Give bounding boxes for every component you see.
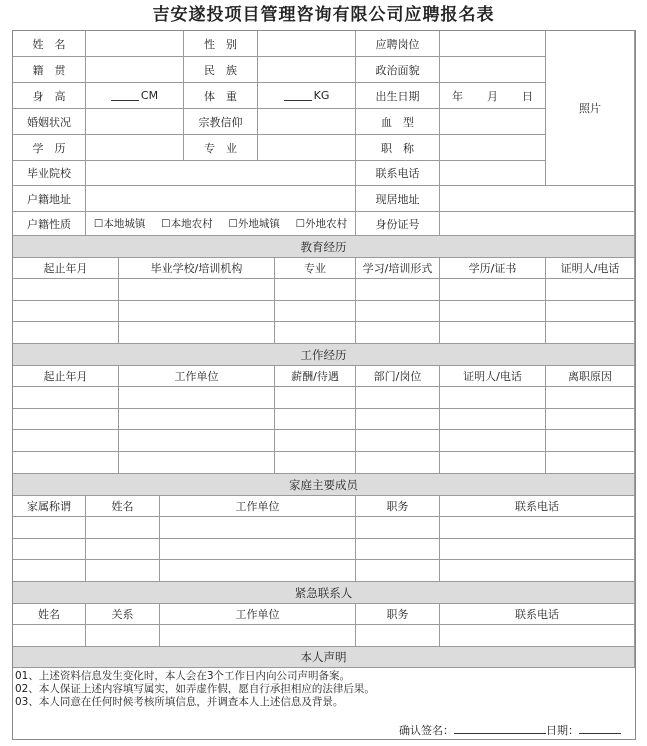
edu-col-degree: 学历/证书	[440, 258, 546, 279]
table-cell[interactable]	[86, 625, 160, 647]
declaration-line-1: 01、上述资料信息发生变化时，本人会在3个工作日内向公司声明备案。	[15, 670, 351, 682]
declaration-section-header: 本人声明	[13, 647, 635, 668]
position-label: 应聘岗位	[356, 31, 440, 57]
gender-field[interactable]	[258, 31, 356, 57]
education-label: 学 历	[13, 135, 86, 161]
table-cell[interactable]	[356, 387, 440, 409]
year-label: 年	[452, 89, 463, 103]
signature-area	[399, 722, 621, 738]
edu-col-study-form: 学习/培训形式	[356, 258, 440, 279]
table-cell[interactable]	[119, 452, 275, 474]
political-status-field[interactable]	[440, 57, 546, 83]
family-col-duty: 职务	[356, 496, 440, 517]
photo-box[interactable]: 照片	[546, 31, 635, 186]
title-rank-field[interactable]	[440, 135, 546, 161]
table-cell[interactable]	[13, 625, 86, 647]
work-col-reference: 证明人/电话	[440, 366, 546, 387]
table-cell[interactable]	[440, 517, 635, 539]
table-cell[interactable]	[546, 279, 635, 301]
political-status-label: 政治面貌	[356, 57, 440, 83]
marital-status-field[interactable]	[86, 109, 184, 135]
table-cell[interactable]	[86, 560, 160, 582]
edu-col-reference: 证明人/电话	[546, 258, 635, 279]
emergency-col-employer: 工作单位	[160, 604, 356, 625]
table-cell[interactable]	[275, 279, 356, 301]
table-cell[interactable]	[440, 430, 546, 452]
household-address-field[interactable]	[86, 186, 356, 212]
table-cell[interactable]	[440, 279, 546, 301]
table-cell[interactable]	[356, 625, 440, 647]
work-section-header: 工作经历	[13, 344, 635, 366]
table-cell[interactable]	[356, 430, 440, 452]
table-cell[interactable]	[546, 409, 635, 430]
table-cell[interactable]	[119, 322, 275, 344]
family-col-employer: 工作单位	[160, 496, 356, 517]
work-col-department: 部门/岗位	[356, 366, 440, 387]
id-number-label: 身份证号	[356, 212, 440, 236]
major-field[interactable]	[258, 135, 356, 161]
table-cell[interactable]	[275, 301, 356, 322]
table-cell[interactable]	[546, 452, 635, 474]
table-cell[interactable]	[119, 409, 275, 430]
household-address-label: 户籍地址	[13, 186, 86, 212]
declaration-line-2: 02、本人保证上述内容填写属实，如弄虚作假，愿自行承担相应的法律后果。	[15, 683, 375, 695]
blood-type-label: 血 型	[356, 109, 440, 135]
table-cell[interactable]	[13, 301, 119, 322]
table-cell[interactable]	[275, 387, 356, 409]
household-type-options	[86, 212, 356, 236]
weight-label: 体 重	[184, 83, 258, 109]
work-col-salary: 薪酬/待遇	[275, 366, 356, 387]
day-label: 日	[522, 89, 533, 103]
table-cell[interactable]	[440, 409, 546, 430]
ethnicity-label: 民 族	[184, 57, 258, 83]
table-cell[interactable]	[160, 625, 356, 647]
graduate-school-label: 毕业院校	[13, 161, 86, 186]
current-address-field[interactable]	[440, 186, 635, 212]
option-local-rural[interactable]: ☐本地农村	[161, 218, 213, 230]
table-cell[interactable]	[86, 517, 160, 539]
declaration-line-3: 03、本人同意在任何时候考核所填信息，并调查本人上述信息及背景。	[15, 696, 344, 708]
sign-label: 确认签名：	[399, 724, 454, 737]
name-field[interactable]	[86, 31, 184, 57]
major-label: 专 业	[184, 135, 258, 161]
table-cell[interactable]	[356, 517, 440, 539]
education-section-header: 教育经历	[13, 236, 635, 258]
height-field[interactable]	[86, 83, 184, 109]
form-title: 吉安遂投项目管理咨询有限公司应聘报名表	[152, 5, 495, 25]
table-cell[interactable]	[13, 387, 119, 409]
table-cell[interactable]	[356, 452, 440, 474]
ethnicity-field[interactable]	[258, 57, 356, 83]
household-type-label: 户籍性质	[13, 212, 86, 236]
table-cell[interactable]	[86, 539, 160, 560]
title-rank-label: 职 称	[356, 135, 440, 161]
emergency-col-duty: 职务	[356, 604, 440, 625]
table-cell[interactable]	[13, 279, 119, 301]
emergency-col-name: 姓名	[13, 604, 86, 625]
id-number-field[interactable]	[440, 212, 635, 236]
table-cell[interactable]	[440, 387, 546, 409]
table-cell[interactable]	[13, 539, 86, 560]
table-cell[interactable]	[13, 409, 119, 430]
native-place-label: 籍 贯	[13, 57, 86, 83]
name-label: 姓 名	[13, 31, 86, 57]
birth-date-field[interactable]	[440, 83, 546, 109]
table-cell[interactable]	[546, 430, 635, 452]
table-cell[interactable]	[160, 517, 356, 539]
height-label: 身 高	[13, 83, 86, 109]
table-cell[interactable]	[160, 539, 356, 560]
family-section-header: 家庭主要成员	[13, 474, 635, 496]
table-cell[interactable]	[275, 452, 356, 474]
work-col-leave-reason: 离职原因	[546, 366, 635, 387]
table-cell[interactable]	[119, 387, 275, 409]
gender-label: 性 别	[184, 31, 258, 57]
table-cell[interactable]	[440, 625, 635, 647]
edu-col-period: 起止年月	[13, 258, 119, 279]
table-cell[interactable]	[13, 322, 119, 344]
table-cell[interactable]	[440, 301, 546, 322]
table-cell[interactable]	[356, 560, 440, 582]
edu-col-major: 专业	[275, 258, 356, 279]
phone-label: 联系电话	[356, 161, 440, 186]
family-col-name: 姓名	[86, 496, 160, 517]
religion-label: 宗教信仰	[184, 109, 258, 135]
table-cell[interactable]	[119, 279, 275, 301]
work-col-employer: 工作单位	[119, 366, 275, 387]
weight-field[interactable]	[258, 83, 356, 109]
application-form-table	[12, 30, 636, 740]
family-col-phone: 联系电话	[440, 496, 635, 517]
table-cell[interactable]	[275, 409, 356, 430]
position-field[interactable]	[440, 31, 546, 57]
table-cell[interactable]	[356, 539, 440, 560]
table-cell[interactable]	[356, 279, 440, 301]
table-cell[interactable]	[119, 430, 275, 452]
date-field[interactable]	[579, 723, 621, 734]
month-label: 月	[487, 89, 498, 103]
table-cell[interactable]	[546, 322, 635, 344]
work-col-period: 起止年月	[13, 366, 119, 387]
table-cell[interactable]	[440, 452, 546, 474]
table-cell[interactable]	[13, 430, 119, 452]
family-col-relation: 家属称谓	[13, 496, 86, 517]
edu-col-school: 毕业学校/培训机构	[119, 258, 275, 279]
table-cell[interactable]	[356, 322, 440, 344]
option-nonlocal-urban[interactable]: ☐外地城镇	[228, 218, 280, 230]
table-cell[interactable]	[275, 322, 356, 344]
table-cell[interactable]	[119, 301, 275, 322]
table-cell[interactable]	[13, 560, 86, 582]
birth-date-label: 出生日期	[356, 83, 440, 109]
table-cell[interactable]	[546, 301, 635, 322]
emergency-section-header: 紧急联系人	[13, 582, 635, 604]
table-cell[interactable]	[275, 430, 356, 452]
option-nonlocal-rural[interactable]: ☐外地农村	[295, 218, 348, 230]
emergency-col-phone: 联系电话	[440, 604, 635, 625]
signature-field[interactable]	[454, 723, 546, 734]
height-unit: CM	[140, 89, 159, 102]
option-local-urban[interactable]: ☐本地城镇	[93, 218, 146, 230]
table-cell[interactable]	[356, 409, 440, 430]
table-cell[interactable]	[160, 560, 356, 582]
date-label: 日期：	[546, 724, 579, 737]
table-cell[interactable]	[440, 322, 546, 344]
table-cell[interactable]	[440, 539, 635, 560]
table-cell[interactable]	[356, 301, 440, 322]
marital-status-label: 婚姻状况	[13, 109, 86, 135]
blood-type-field[interactable]	[440, 109, 546, 135]
graduate-school-field[interactable]	[86, 161, 356, 186]
table-cell[interactable]	[440, 560, 635, 582]
phone-field[interactable]	[440, 161, 546, 186]
table-cell[interactable]	[13, 517, 86, 539]
religion-field[interactable]	[258, 109, 356, 135]
education-field[interactable]	[86, 135, 184, 161]
table-cell[interactable]	[13, 452, 119, 474]
weight-unit: KG	[313, 89, 330, 102]
emergency-col-relation: 关系	[86, 604, 160, 625]
native-place-field[interactable]	[86, 57, 184, 83]
table-cell[interactable]	[546, 387, 635, 409]
current-address-label: 现居地址	[356, 186, 440, 212]
